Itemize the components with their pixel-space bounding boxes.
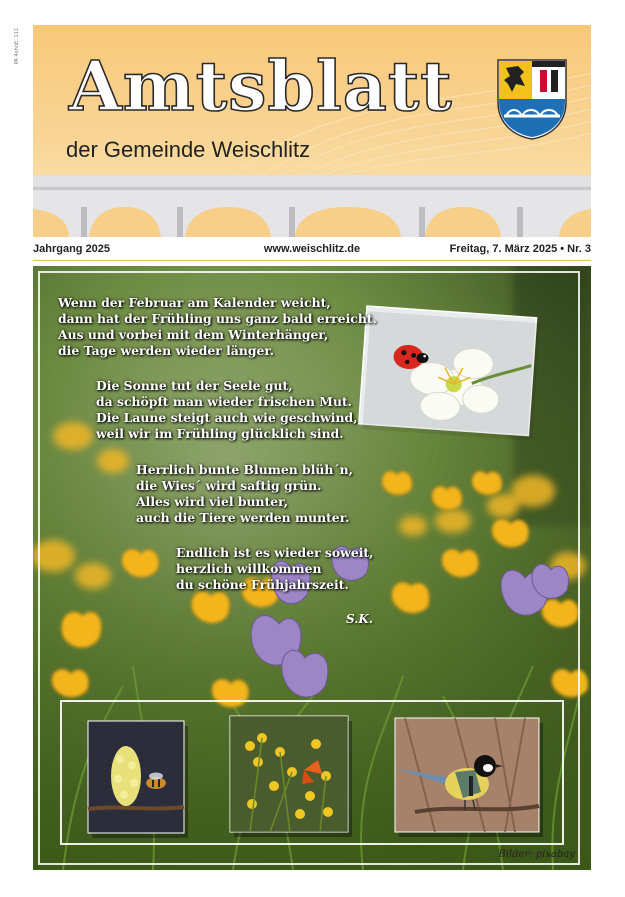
print-marker: PA 4ohnE: 111 [14,28,20,65]
volume-label: Jahrgang 2025 [33,243,111,255]
poem-line: Endlich ist es wieder soweit, [176,545,374,560]
poem-stanza-2 [96,378,358,442]
masthead-banner [33,25,591,175]
poem-stanza-4 [176,545,373,593]
poem-line: da schöpft man wieder frischen Mut. [96,394,352,409]
poem-line: die Wies´ wird saftig grün. [136,478,322,493]
municipal-coat-of-arms-icon [496,58,568,140]
cover-photo [33,266,591,870]
issue-date: Freitag, 7. März 2025 • Nr. 3 [449,243,591,255]
masthead-title: Amtsblatt [69,47,453,127]
ladybug-photo-tile [358,306,540,441]
poem-signature: S.K. [346,612,374,626]
poem-line: dann hat der Frühling uns ganz bald erreicht. [58,311,377,326]
poem-stanza-3 [136,462,353,526]
bridge-arches-decoration [33,175,591,237]
website-link[interactable]: www.weischlitz.de [263,243,361,255]
poem-line: du schöne Frühjahrszeit. [176,577,349,592]
poem-line: auch die Tiere werden munter. [136,510,350,525]
poem-line: die Tage werden wieder länger. [58,343,275,358]
poem-line: Die Sonne tut der Seele gut, [96,378,293,393]
poem-line: Die Laune steigt auch wie geschwind, [96,410,358,425]
poem-line: Aus und vorbei mit dem Winterhänger, [58,327,329,342]
poem-line: Herrlich bunte Blumen blüh´n, [136,462,353,477]
poem-stanza-1 [58,295,377,359]
poem-line: weil wir im Frühling glücklich sind. [96,426,344,441]
poem-line: Wenn der Februar am Kalender weicht, [58,295,331,310]
issue-info-bar [33,240,591,261]
thumbnail-strip-frame [60,700,564,845]
poem-line: Alles wird viel bunter, [136,494,289,509]
photo-credit: Bilder: pixabay [498,849,575,860]
poem-line: herzlich willkommen [176,561,322,576]
masthead-subtitle: der Gemeinde Weischlitz [66,137,311,162]
